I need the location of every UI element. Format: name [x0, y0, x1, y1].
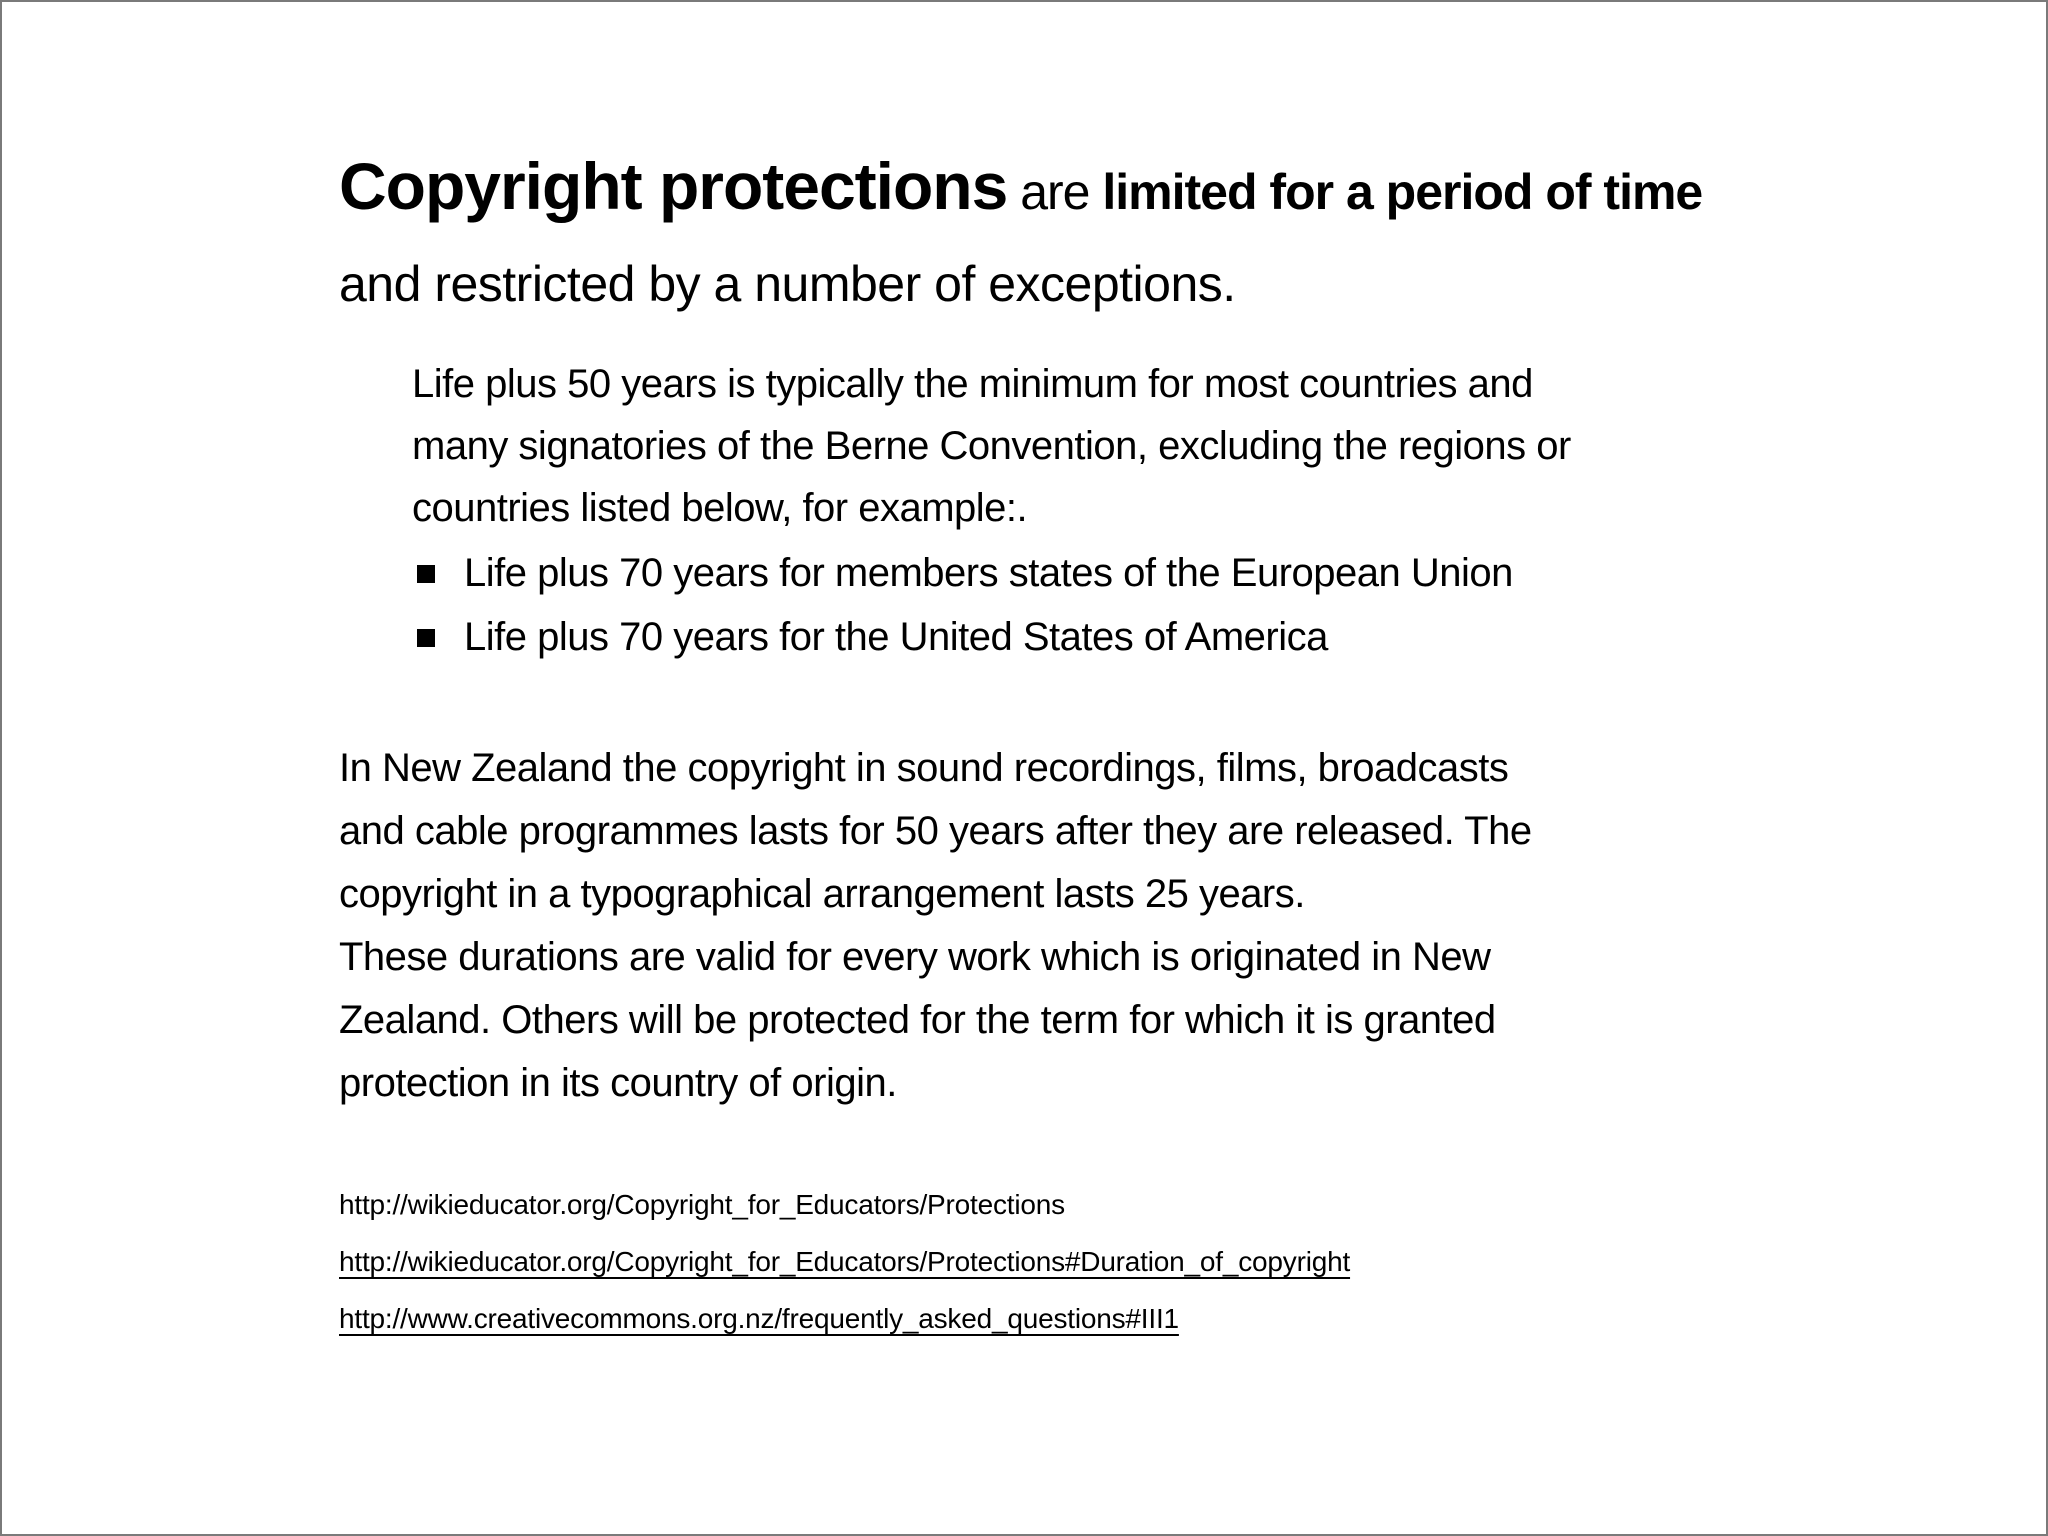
body-line: copyright in a typographical arrangement lasts 25 years. — [339, 872, 1305, 916]
square-bullet-icon — [417, 629, 435, 647]
reference-link — [339, 1246, 1899, 1278]
title-connector: are — [1007, 164, 1103, 220]
reference-links — [339, 1189, 1899, 1335]
intro-line: many signatories of the Berne Convention, excluding the regions or — [412, 424, 1571, 468]
reference-link-plain — [339, 1189, 1899, 1221]
title-bold-tail: limited for a period of time — [1102, 164, 1703, 220]
square-bullet-icon — [417, 565, 435, 583]
reference-link — [339, 1303, 1899, 1335]
body-line: Zealand. Others will be protected for the term for which it is granted — [339, 998, 1496, 1042]
bullet-item-label: Life plus 70 years for members states of the European Union — [464, 551, 1513, 595]
body-line: These durations are valid for every work which is originated in New — [339, 935, 1491, 979]
title-emphasis: Copyright protections — [339, 149, 1008, 223]
intro-line: countries listed below, for example:. — [412, 486, 1028, 530]
bullet-item-label: Life plus 70 years for the United States of America — [464, 615, 1328, 659]
title-subtitle: and restricted by a number of exceptions. — [339, 256, 1236, 312]
intro-paragraph — [412, 353, 1899, 539]
reference-url-text: http://wikieducator.org/Copyright_for_Educators/Protections — [339, 1189, 1065, 1220]
reference-url-link[interactable]: http://www.creativecommons.org.nz/frequently_asked_questions#III1 — [339, 1303, 1179, 1334]
slide-content — [339, 140, 1899, 1360]
bullet-item — [417, 541, 1899, 605]
reference-url-link[interactable]: http://wikieducator.org/Copyright_for_Educators/Protections#Duration_of_copyright — [339, 1246, 1351, 1277]
bullet-list — [417, 541, 1899, 669]
page-title — [339, 140, 1899, 317]
title-line-1 — [339, 140, 1899, 251]
body-line: protection in its country of origin. — [339, 1061, 897, 1105]
intro-line: Life plus 50 years is typically the minimum for most countries and — [412, 362, 1533, 406]
bullet-item — [417, 605, 1899, 669]
body-paragraph — [339, 737, 1899, 1115]
body-line: In New Zealand the copyright in sound recordings, films, broadcasts — [339, 746, 1509, 790]
body-line: and cable programmes lasts for 50 years after they are released. The — [339, 809, 1532, 853]
